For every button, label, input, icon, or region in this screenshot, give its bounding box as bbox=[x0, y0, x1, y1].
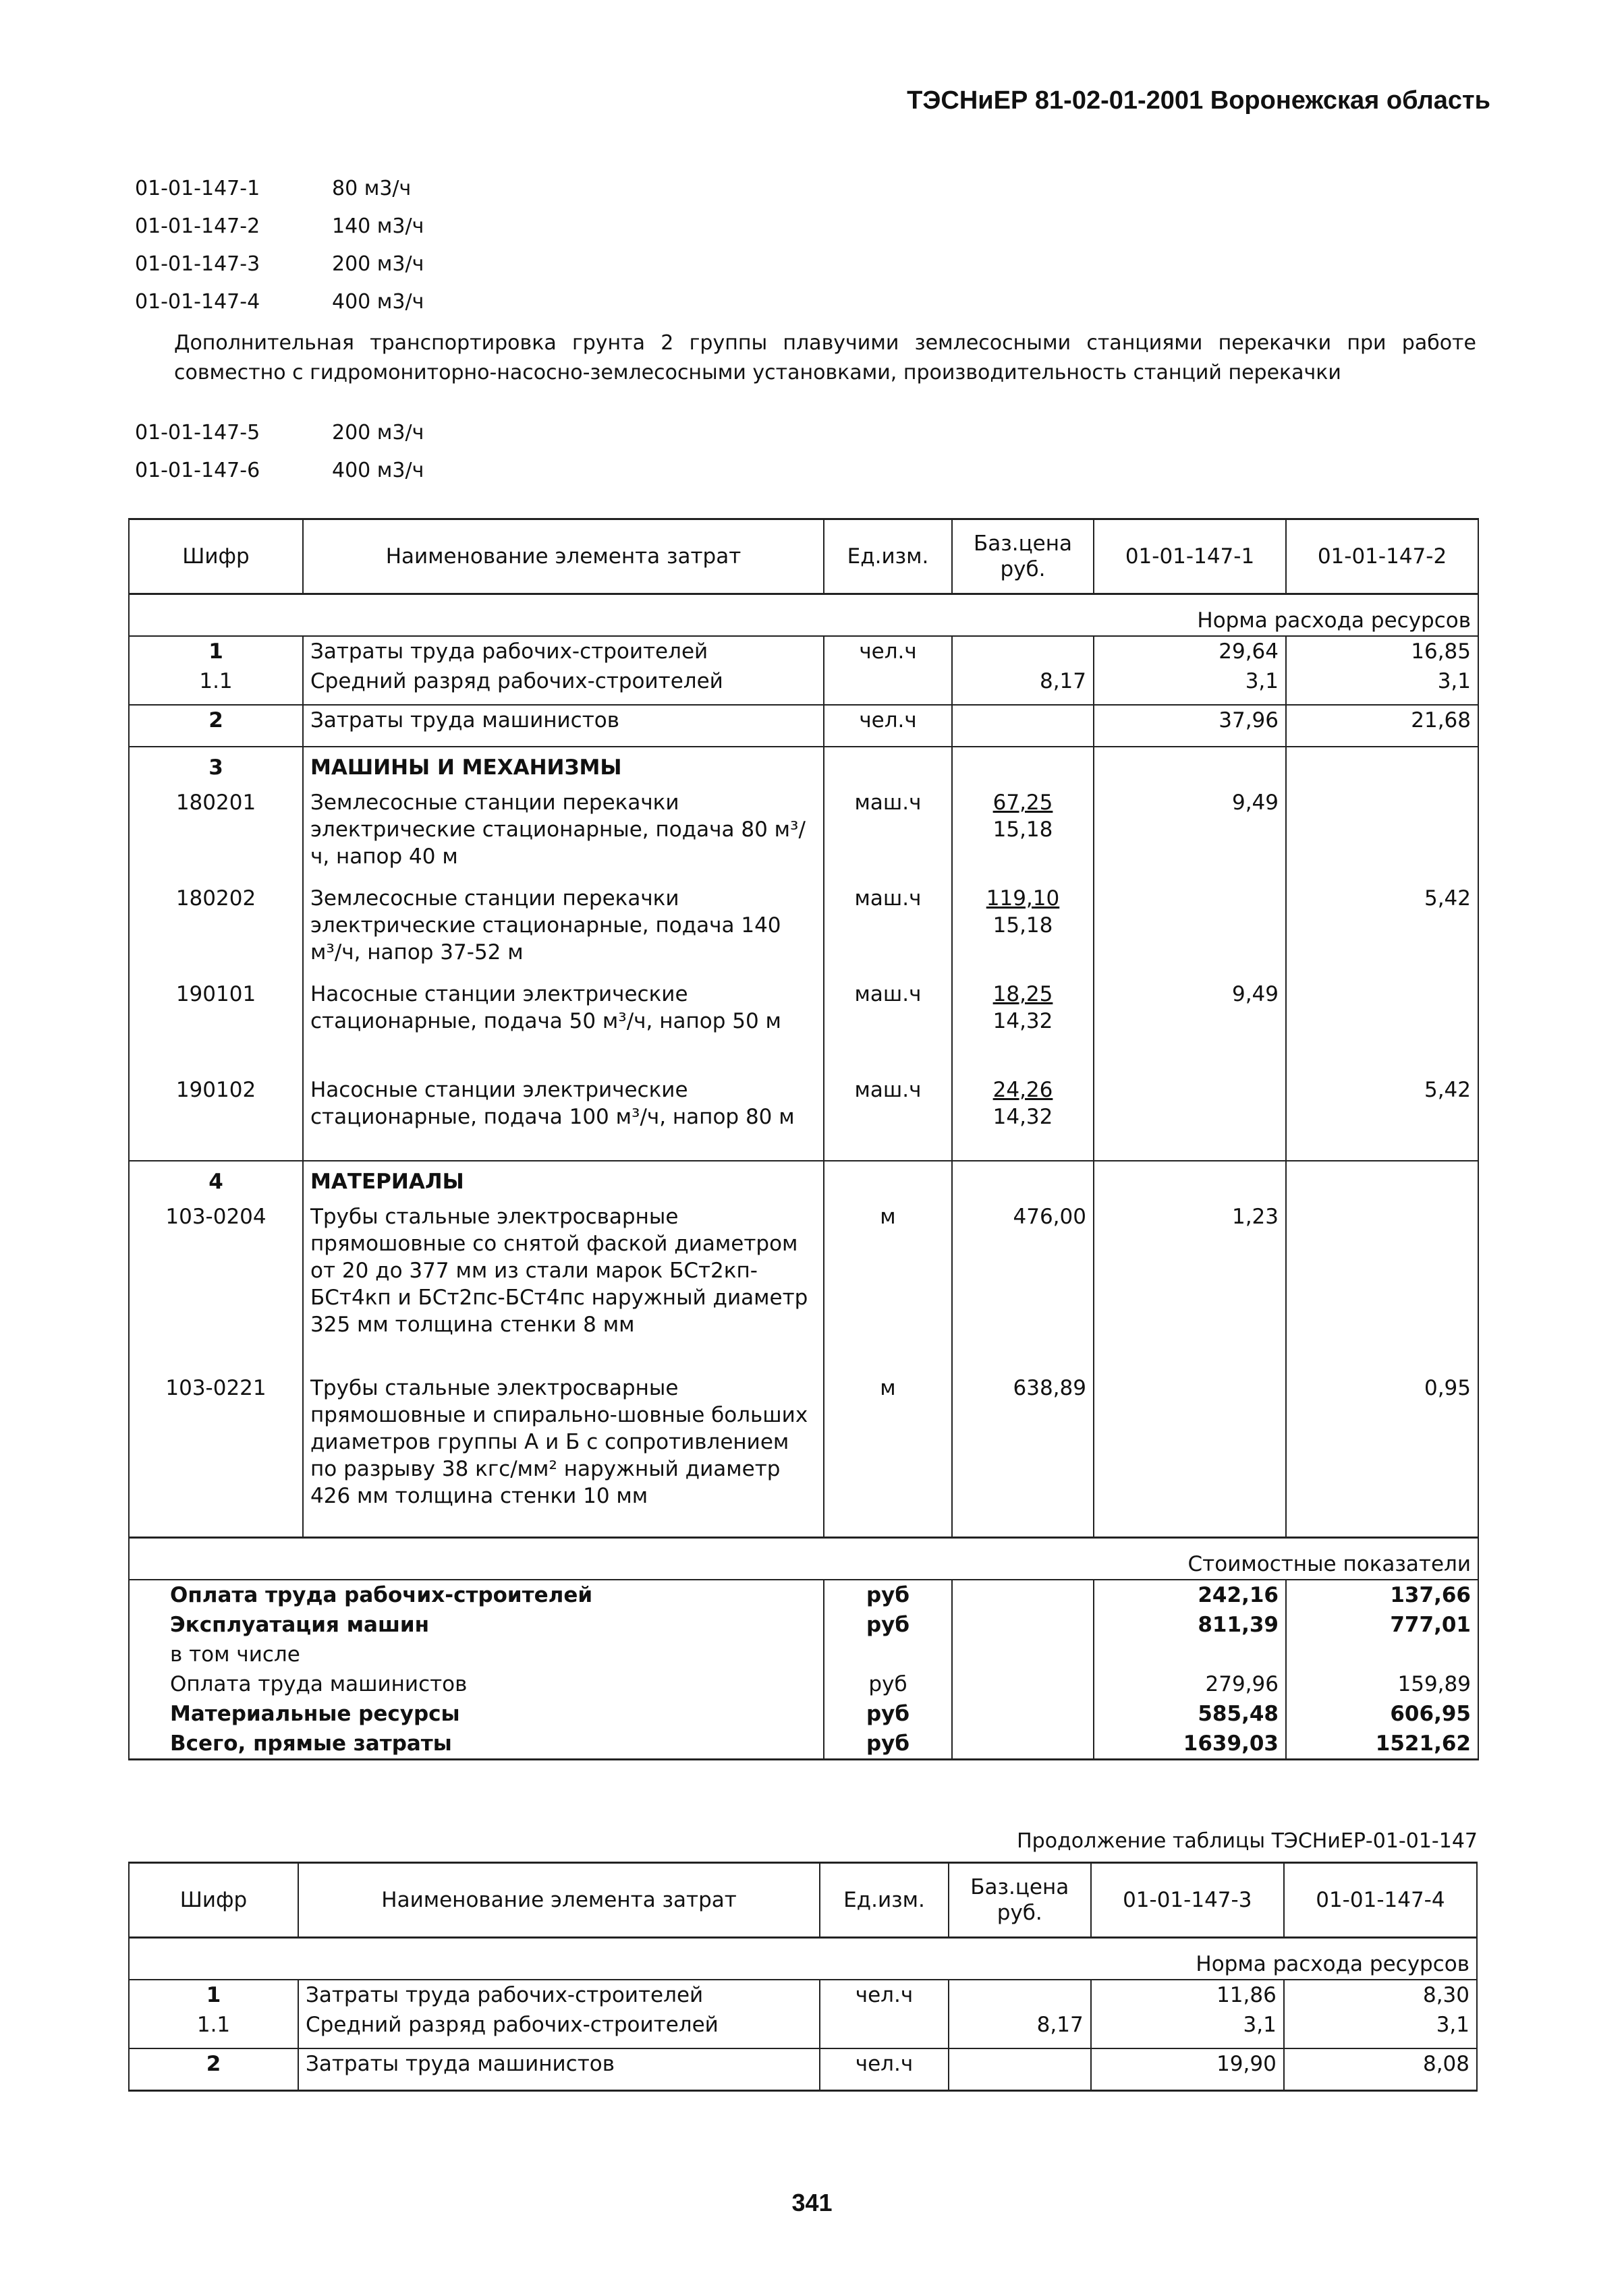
row-value-2: 3,1 bbox=[1286, 666, 1478, 705]
cost-label-row bbox=[129, 1538, 1478, 1580]
norm-label-row bbox=[129, 1938, 1477, 1980]
col-header-147-3: 01-01-147-3 bbox=[1091, 1863, 1284, 1938]
row-value-1 bbox=[1094, 884, 1286, 979]
code: 01-01-147-2 bbox=[135, 214, 260, 238]
cost-unit: руб bbox=[824, 1699, 952, 1729]
table-continuation-caption: Продолжение таблицы ТЭСНиЕР-01-01-147 bbox=[1017, 1829, 1478, 1853]
row-value-1: 19,90 bbox=[1091, 2048, 1284, 2091]
row-price bbox=[949, 2048, 1091, 2091]
row-value-1: 1,23 bbox=[1094, 1202, 1286, 1373]
cost-unit: руб bbox=[824, 1729, 952, 1760]
row-price bbox=[952, 1075, 1094, 1161]
table-row bbox=[129, 2010, 1477, 2048]
table-row bbox=[129, 1980, 1477, 2010]
col-header-price bbox=[952, 519, 1094, 594]
empty-cell bbox=[824, 1161, 952, 1202]
empty-cell bbox=[1286, 1161, 1478, 1202]
cost-row bbox=[129, 1610, 1478, 1640]
row-code: 1 bbox=[129, 636, 303, 666]
price-wages: 14,32 bbox=[992, 1009, 1053, 1033]
page-number: 341 bbox=[791, 2189, 833, 2216]
row-value-1: 9,49 bbox=[1094, 979, 1286, 1075]
section-title: МАТЕРИАЛЫ bbox=[303, 1161, 824, 1202]
empty-cell bbox=[1286, 747, 1478, 788]
price-header-line1: Баз.цена bbox=[973, 532, 1073, 556]
section-row bbox=[129, 1161, 1478, 1202]
empty-cell bbox=[952, 1610, 1094, 1640]
row-code: 103-0221 bbox=[129, 1373, 303, 1538]
row-name: Затраты труда рабочих-строителей bbox=[303, 636, 824, 666]
row-value-1: 37,96 bbox=[1094, 705, 1286, 747]
cost-name: Оплата труда машинистов bbox=[129, 1669, 824, 1699]
price-total: 119,10 bbox=[986, 886, 1060, 911]
capacity: 200 м3/ч bbox=[332, 421, 424, 444]
row-name: Затраты труда машинистов bbox=[298, 2048, 820, 2091]
row-name: Средний разряд рабочих-строителей bbox=[298, 2010, 820, 2048]
row-value-2: 0,95 bbox=[1286, 1373, 1478, 1538]
empty-cell bbox=[824, 1640, 952, 1669]
row-unit: чел.ч bbox=[824, 636, 952, 666]
row-code: 1.1 bbox=[129, 2010, 298, 2048]
col-header-147-4: 01-01-147-4 bbox=[1284, 1863, 1477, 1938]
cost-name: Всего, прямые затраты bbox=[129, 1729, 824, 1760]
row-value-2: 8,30 bbox=[1284, 1980, 1477, 2010]
price-wages: 14,32 bbox=[992, 1105, 1053, 1129]
capacity: 400 м3/ч bbox=[332, 459, 424, 482]
row-code: 180201 bbox=[129, 788, 303, 884]
cost-row bbox=[129, 1699, 1478, 1729]
table-row bbox=[129, 705, 1478, 747]
norm-label-row bbox=[129, 594, 1478, 637]
section-code: 3 bbox=[129, 747, 303, 788]
row-unit: маш.ч bbox=[824, 884, 952, 979]
cost-name: в том числе bbox=[129, 1640, 824, 1669]
row-code: 103-0204 bbox=[129, 1202, 303, 1373]
empty-cell bbox=[1094, 1161, 1286, 1202]
price-total: 67,25 bbox=[992, 791, 1053, 815]
col-header-name: Наименование элемента затрат bbox=[298, 1863, 820, 1938]
row-unit: чел.ч bbox=[820, 2048, 949, 2091]
machine-row bbox=[129, 884, 1478, 979]
empty-cell bbox=[1286, 1640, 1478, 1669]
empty-cell bbox=[1094, 1640, 1286, 1669]
material-row bbox=[129, 1373, 1478, 1538]
price-header-line2: руб. bbox=[997, 1901, 1042, 1925]
col-header-price bbox=[949, 1863, 1091, 1938]
code: 01-01-147-4 bbox=[135, 290, 260, 314]
norm-label: Норма расхода ресурсов bbox=[129, 1938, 1477, 1980]
row-name: Землесосные станции перекачки электрические стационарные, подача 140 м³/ч, напор 37-52 м bbox=[303, 884, 824, 979]
row-unit: маш.ч bbox=[824, 979, 952, 1075]
row-code: 2 bbox=[129, 705, 303, 747]
row-name: Трубы стальные электросварные прямошовные и спирально-шовные больших диаметров группы А и Б с сопротивлением по разрыву 38 кгс/мм² наружный диаметр 426 мм толщина стенки 10 мм bbox=[303, 1373, 824, 1538]
empty-cell bbox=[952, 1640, 1094, 1669]
empty-cell bbox=[952, 1580, 1094, 1610]
row-price: 638,89 bbox=[952, 1373, 1094, 1538]
machine-row bbox=[129, 1075, 1478, 1161]
col-header-unit: Ед.изм. bbox=[820, 1863, 949, 1938]
row-name: Насосные станции электрические стационарные, подача 100 м³/ч, напор 80 м bbox=[303, 1075, 824, 1161]
row-value-1: 29,64 bbox=[1094, 636, 1286, 666]
row-unit: м bbox=[824, 1202, 952, 1373]
row-name: Затраты труда рабочих-строителей bbox=[298, 1980, 820, 2010]
machine-row bbox=[129, 788, 1478, 884]
col-header-name: Наименование элемента затрат bbox=[303, 519, 824, 594]
capacity: 80 м3/ч bbox=[332, 177, 412, 200]
price-total: 24,26 bbox=[992, 1078, 1053, 1102]
col-header-code: Шифр bbox=[129, 1863, 298, 1938]
row-unit: маш.ч bbox=[824, 788, 952, 884]
cost-unit: руб bbox=[824, 1610, 952, 1640]
cost-value-1: 811,39 bbox=[1094, 1610, 1286, 1640]
row-unit: чел.ч bbox=[824, 705, 952, 747]
cost-value-2: 777,01 bbox=[1286, 1610, 1478, 1640]
row-name: Затраты труда машинистов bbox=[303, 705, 824, 747]
section-description: Дополнительная транспортировка грунта 2 группы плавучими землесосными станциями перекачки при работе совместно с гидромониторно-насосно-землесосными установками, производительность станций перекачки bbox=[174, 331, 1476, 384]
cost-value-1: 279,96 bbox=[1094, 1669, 1286, 1699]
norms-table-1 bbox=[128, 518, 1479, 1760]
empty-cell bbox=[952, 1669, 1094, 1699]
empty-cell bbox=[952, 1699, 1094, 1729]
row-name: Землесосные станции перекачки электрические стационарные, подача 80 м³/ч, напор 40 м bbox=[303, 788, 824, 884]
cost-name: Оплата труда рабочих-строителей bbox=[129, 1580, 824, 1610]
row-value-1 bbox=[1094, 1075, 1286, 1161]
cost-value-2: 606,95 bbox=[1286, 1699, 1478, 1729]
material-row bbox=[129, 1202, 1478, 1373]
row-code: 190102 bbox=[129, 1075, 303, 1161]
table-row bbox=[129, 666, 1478, 705]
row-unit: чел.ч bbox=[820, 1980, 949, 2010]
col-header-unit: Ед.изм. bbox=[824, 519, 952, 594]
row-code: 180202 bbox=[129, 884, 303, 979]
col-header-147-1: 01-01-147-1 bbox=[1094, 519, 1286, 594]
row-unit bbox=[820, 2010, 949, 2048]
row-value-2 bbox=[1286, 979, 1478, 1075]
row-price bbox=[952, 705, 1094, 747]
cost-name: Эксплуатация машин bbox=[129, 1610, 824, 1640]
cost-unit: руб bbox=[824, 1580, 952, 1610]
price-wages: 15,18 bbox=[992, 817, 1053, 842]
price-total: 18,25 bbox=[992, 982, 1053, 1006]
row-value-2: 5,42 bbox=[1286, 1075, 1478, 1161]
table-row bbox=[129, 2048, 1477, 2091]
col-header-147-2: 01-01-147-2 bbox=[1286, 519, 1478, 594]
row-value-2 bbox=[1286, 788, 1478, 884]
price-header-line1: Баз.цена bbox=[970, 1875, 1069, 1899]
row-price: 476,00 bbox=[952, 1202, 1094, 1373]
capacity: 140 м3/ч bbox=[332, 214, 424, 238]
section-code: 4 bbox=[129, 1161, 303, 1202]
row-code: 1.1 bbox=[129, 666, 303, 705]
row-price bbox=[949, 1980, 1091, 2010]
row-value-1: 3,1 bbox=[1091, 2010, 1284, 2048]
row-name: Насосные станции электрические стационарные, подача 50 м³/ч, напор 50 м bbox=[303, 979, 824, 1075]
code: 01-01-147-5 bbox=[135, 421, 260, 444]
row-value-2: 5,42 bbox=[1286, 884, 1478, 979]
table-header-row bbox=[129, 1863, 1477, 1938]
row-value-1 bbox=[1094, 1373, 1286, 1538]
code: 01-01-147-6 bbox=[135, 459, 260, 482]
cost-value-2: 1521,62 bbox=[1286, 1729, 1478, 1760]
row-price bbox=[952, 788, 1094, 884]
empty-cell bbox=[1094, 747, 1286, 788]
row-value-1: 9,49 bbox=[1094, 788, 1286, 884]
empty-cell bbox=[952, 1161, 1094, 1202]
section-row bbox=[129, 747, 1478, 788]
row-unit bbox=[824, 666, 952, 705]
cost-row bbox=[129, 1580, 1478, 1610]
price-header-line2: руб. bbox=[1000, 557, 1046, 581]
section-title: МАШИНЫ И МЕХАНИЗМЫ bbox=[303, 747, 824, 788]
row-code: 2 bbox=[129, 2048, 298, 2091]
row-code: 190101 bbox=[129, 979, 303, 1075]
row-price: 8,17 bbox=[952, 666, 1094, 705]
empty-cell bbox=[952, 1729, 1094, 1760]
row-price bbox=[952, 636, 1094, 666]
cost-row bbox=[129, 1729, 1478, 1760]
price-wages: 15,18 bbox=[992, 913, 1053, 938]
empty-cell bbox=[952, 747, 1094, 788]
document-header: ТЭСНиЕР 81-02-01-2001 Воронежская область bbox=[907, 86, 1490, 115]
row-price bbox=[952, 979, 1094, 1075]
cost-value-1: 242,16 bbox=[1094, 1580, 1286, 1610]
cost-name: Материальные ресурсы bbox=[129, 1699, 824, 1729]
row-value-2: 16,85 bbox=[1286, 636, 1478, 666]
row-price: 8,17 bbox=[949, 2010, 1091, 2048]
code: 01-01-147-3 bbox=[135, 252, 260, 276]
norms-table-2 bbox=[128, 1862, 1478, 2092]
row-value-1: 11,86 bbox=[1091, 1980, 1284, 2010]
row-name: Трубы стальные электросварные прямошовные со снятой фаской диаметром от 20 до 377 мм из стали марок БСт2кп-БСт4кп и БСт2пс-БСт4пс наружный диаметр 325 мм толщина стенки 8 мм bbox=[303, 1202, 824, 1373]
norm-label: Норма расхода ресурсов bbox=[129, 594, 1478, 637]
row-value-2: 21,68 bbox=[1286, 705, 1478, 747]
cost-row bbox=[129, 1669, 1478, 1699]
table-row bbox=[129, 636, 1478, 666]
machine-row bbox=[129, 979, 1478, 1075]
code: 01-01-147-1 bbox=[135, 177, 260, 200]
cost-value-2: 159,89 bbox=[1286, 1669, 1478, 1699]
cost-unit: руб bbox=[824, 1669, 952, 1699]
cost-value-1: 1639,03 bbox=[1094, 1729, 1286, 1760]
empty-cell bbox=[824, 747, 952, 788]
cost-value-2: 137,66 bbox=[1286, 1580, 1478, 1610]
row-value-2: 8,08 bbox=[1284, 2048, 1477, 2091]
row-value-1: 3,1 bbox=[1094, 666, 1286, 705]
row-price bbox=[952, 884, 1094, 979]
cost-label: Стоимостные показатели bbox=[129, 1538, 1478, 1580]
capacity: 200 м3/ч bbox=[332, 252, 424, 276]
table-header-row bbox=[129, 519, 1478, 594]
cost-value-1: 585,48 bbox=[1094, 1699, 1286, 1729]
row-unit: м bbox=[824, 1373, 952, 1538]
col-header-code: Шифр bbox=[129, 519, 303, 594]
row-value-2 bbox=[1286, 1202, 1478, 1373]
capacity: 400 м3/ч bbox=[332, 290, 424, 314]
cost-row bbox=[129, 1640, 1478, 1669]
row-value-2: 3,1 bbox=[1284, 2010, 1477, 2048]
row-unit: маш.ч bbox=[824, 1075, 952, 1161]
row-name: Средний разряд рабочих-строителей bbox=[303, 666, 824, 705]
row-code: 1 bbox=[129, 1980, 298, 2010]
